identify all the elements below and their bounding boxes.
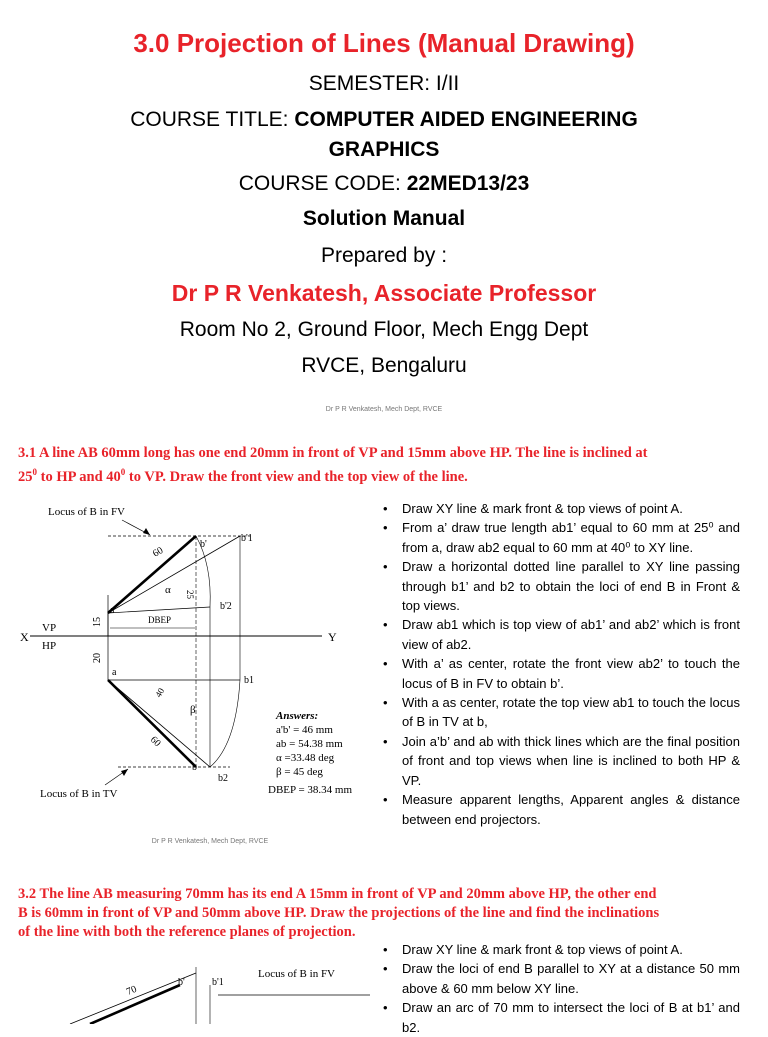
q2-steps-list — [380, 940, 740, 1037]
q1-text-1: 3.1 A line AB 60mm long has one end 20mm in front of VP and 15mm above HP. The line is inclined at — [18, 445, 648, 461]
len-60-fv: 60 — [151, 545, 166, 560]
institute: RVCE, Bengaluru — [301, 354, 467, 377]
q2-label-b1-prime: b'1 — [212, 977, 224, 988]
q1-steps-list — [380, 499, 740, 829]
arc-tv — [210, 680, 240, 767]
q1-answers — [268, 709, 353, 797]
label-vp: VP — [42, 622, 57, 634]
dim-20: 20 — [92, 653, 103, 663]
q2-text-1: 3.2 The line AB measuring 70mm has its end A 15mm in front of VP and 20mm above HP, the other end — [18, 886, 657, 902]
author: Dr P R Venkatesh, Associate Professor — [171, 280, 597, 306]
q1-step: • From a’ draw true length ab1’ equal to 60 mm at 25⁰ and from a, draw ab2 equal to 60 mm at 40⁰ to XY line. — [380, 518, 740, 557]
ab2-prime — [108, 607, 210, 613]
q1-step: • Draw ab1 which is top view of ab1’ and ab2’ which is front view of ab2. — [380, 615, 740, 654]
alpha: α — [165, 584, 171, 596]
page-title: 3.0 Projection of Lines (Manual Drawing) — [133, 28, 635, 58]
locus-fv-label: Locus of B in FV — [48, 506, 125, 518]
label-b1-prime: b'1 — [241, 533, 253, 544]
course-code-label: COURSE CODE: — [238, 172, 407, 195]
top-view-ab — [108, 680, 196, 767]
q1-step: • Draw XY line & mark front & top views of point A. — [380, 499, 740, 518]
answer-1: a'b' = 46 mm — [276, 724, 333, 736]
q1-step: • With a’ as center, rotate the front view ab2’ to touch the locus of B in FV to obtain b’. — [380, 654, 740, 693]
q1-text-2: $25^0$ to HP and $40^0$ to VP. Draw the front view and the top view of the line. — [18, 467, 468, 485]
q1-step: • Measure apparent lengths, Apparent angles & distance between end projectors. — [380, 790, 740, 829]
course-code-value: 22MED13/23 — [406, 172, 530, 195]
solution-manual: Solution Manual — [302, 207, 466, 230]
q2-locus-fv-label: Locus of B in FV — [258, 968, 335, 980]
course-title-value-2: GRAPHICS — [328, 138, 440, 161]
question-3-2 — [18, 885, 748, 942]
q1-step: • Join a’b’ and ab with thick lines which are the final position of front and top views when line is inclined to both HP & VP. — [380, 732, 740, 790]
q2-len-70: 70 — [125, 983, 139, 998]
q1-step: • With a as center, rotate the top view ab1 to touch the locus of B in TV at b, — [380, 693, 740, 732]
label-y: Y — [328, 630, 337, 644]
course-title-label: COURSE TITLE: — [130, 108, 295, 131]
prepared-by: Prepared by : — [320, 244, 448, 267]
label-b: b — [192, 762, 197, 773]
cover-footer: Dr P R Venkatesh, Mech Dept, RVCE — [325, 406, 443, 413]
dbep-label: DBEP — [148, 615, 172, 625]
semester: SEMESTER: I/II — [308, 72, 460, 95]
q2-step: • Draw XY line & mark front & top views of point A. — [380, 940, 740, 959]
label-x: X — [20, 630, 29, 644]
q2-step: • Draw an arc of 70 mm to intersect the loci of B at b1’ and b2. — [380, 998, 740, 1037]
course-code — [0, 172, 768, 196]
label-a: a — [112, 667, 117, 678]
answer-3: α =33.48 deg — [276, 752, 335, 764]
answer-5: DBEP = 38.34 mm — [268, 784, 353, 796]
q2-text-2: B is 60mm in front of VP and 50mm above HP. Draw the projections of the line and find the inclinations — [18, 905, 660, 921]
answer-4: β = 45 deg — [276, 766, 323, 778]
label-hp: HP — [42, 640, 57, 652]
answer-2: ab = 54.38 mm — [276, 738, 343, 750]
q1-step: • Draw a horizontal dotted line parallel to XY line passing through b1’ and b2 to obtain the loci of end B in Front & top views. — [380, 557, 740, 615]
beta: β — [190, 704, 196, 716]
front-view-ab — [108, 536, 196, 613]
course-title — [0, 108, 768, 132]
label-a-prime: a — [110, 605, 115, 616]
locus-tv-label: Locus of B in TV — [40, 788, 118, 800]
cover-section — [0, 0, 768, 420]
label-b2: b2 — [218, 773, 228, 784]
q1-footer: Dr P R Venkatesh, Mech Dept, RVCE — [151, 838, 269, 845]
label-b-prime: b' — [200, 539, 207, 550]
q2-text-3: of the line with both the reference planes of projection. — [18, 924, 356, 940]
ang-25: 25 — [185, 590, 195, 599]
question-3-1 — [18, 444, 748, 487]
answers-heading: Answers: — [276, 710, 319, 722]
q2-step: • Draw the loci of end B parallel to XY at a distance 50 mm above & 60 mm below XY line. — [380, 959, 740, 998]
room: Room No 2, Ground Floor, Mech Engg Dept — [179, 318, 589, 341]
len-60-tv: 60 — [147, 734, 163, 750]
q2-drawing — [0, 955, 380, 1024]
course-title-value: COMPUTER AIDED ENGINEERING — [294, 108, 638, 131]
label-b2-prime: b'2 — [220, 601, 232, 612]
ang-40: 40 — [153, 686, 167, 699]
dim-15: 15 — [92, 617, 103, 627]
label-b1: b1 — [244, 675, 254, 686]
q2-label-b-prime: b' — [178, 977, 185, 988]
